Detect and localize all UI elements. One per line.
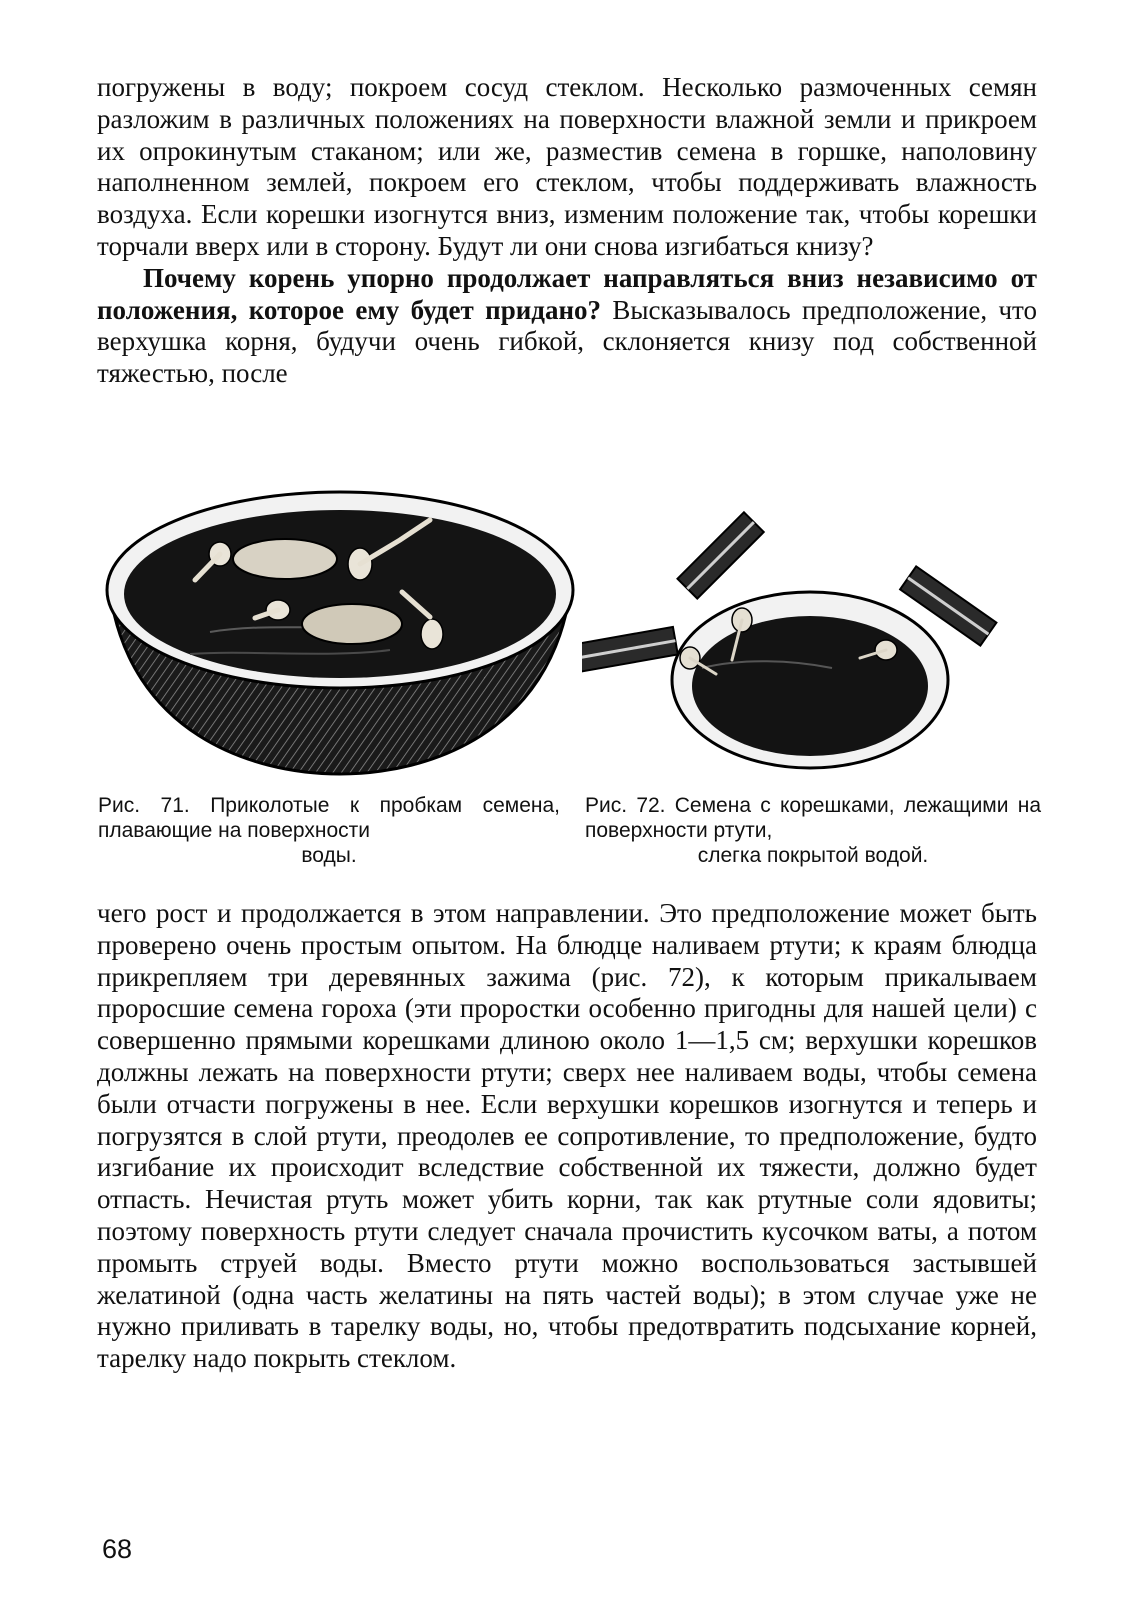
caption-71-last-line: воды. xyxy=(301,844,357,867)
caption-72-last-line: слегка покрытой водой. xyxy=(697,844,929,867)
paragraph-question xyxy=(97,263,1037,390)
paragraph-bottom xyxy=(97,898,1037,1375)
figure-72-saucer xyxy=(582,508,1042,772)
bold-question: Почему корень упорно продолжает направляться вниз независимо от положения, которое ему будет придано? xyxy=(97,262,1037,325)
caption-figure-72 xyxy=(585,793,1041,868)
paragraph-top xyxy=(97,72,1037,390)
page-number: 68 xyxy=(102,1534,133,1564)
caption-figure-71 xyxy=(98,793,560,868)
question-continuation: Высказывалось предположение, что верхушка корня, будучи очень гибкой, склоняется книзу под собственной тяжестью, после xyxy=(97,294,1038,389)
saucer-illustration xyxy=(582,508,1042,772)
figure-71-bowl xyxy=(100,482,580,782)
caption-72-text: Рис. 72. Семена с корешками, лежащими на поверхности ртути, xyxy=(585,794,1041,842)
paragraph-intro: погружены в воду; покроем сосуд стеклом. Несколько размоченных семян разложим в различных положениях на поверхности влажной земли и прикроем их опрокинутым стаканом; или же, разместив семена в горшке, наполовину наполненном землей, покроем его стеклом, чтобы поддерживать влажность воздуха. Если корешки изогнутся вниз, изменим положение так, чтобы корешки торчали вверх или в сторону. Будут ли они снова изгибаться книзу? xyxy=(97,72,1037,261)
bowl-illustration xyxy=(100,482,580,782)
caption-71-text: Рис. 71. Приколотые к пробкам семена, плавающие на поверхности xyxy=(98,794,560,842)
paragraph-experiment: чего рост и продолжается в этом направлении. Это предположение может быть проверено очень простым опытом. На блюдце наливаем ртути; к краям блюдца прикрепляем три деревянных зажима (рис. 72), к которым прикалываем проросшие семена гороха (эти проростки особенно пригодны для нашей цели) с совершенно прямыми корешками длиною около 1—1,5 см; верхушки корешков должны лежать на поверхности ртути; сверх нее наливаем воды, чтобы семена были отчасти погружены в нее. Если верхушки корешков изогнутся и теперь и погрузятся в слой ртути, преодолев ее сопротивление, то предположение, будто изгибание их происходит вследствие собственной их тяжести, должно будет отпасть. Нечистая ртуть может убить корни, так как ртутные соли ядовиты; поэтому поверхность ртути следует сначала прочистить кусочком ваты, а потом промыть струей воды. Вместо ртути можно воспользоваться застывшей желатиной (одна часть желатины на пять частей воды); в этом случае уже не нужно приливать в тарелку воды, но, чтобы предотвратить подсыхание корней, тарелку надо покрыть стеклом. xyxy=(97,898,1037,1374)
